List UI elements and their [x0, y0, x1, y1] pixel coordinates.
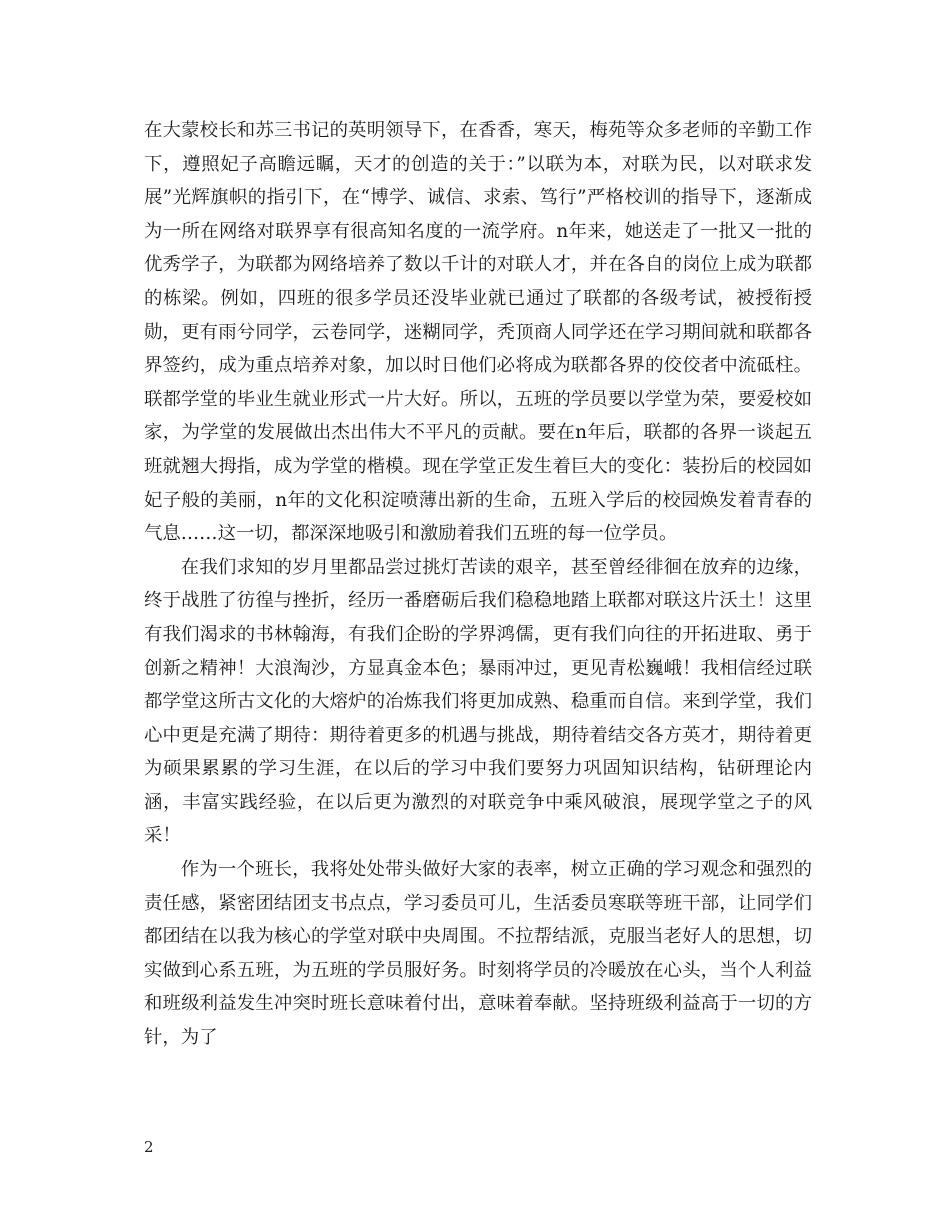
- paragraph-1: 在大蒙校长和苏三书记的英明领导下，在香香，寒天，梅苑等众多老师的辛勤工作下，遵照妃子高瞻远瞩，天才的创造的关于：”以联为本，对联为民，以对联求发展”光辉旗帜的指引下，在“博学、诚信、求索、笃行”严格校训的指导下，逐渐成为一所在网络对联界享有很高知名度的一流学府。n年来，她送走了一批又一批的优秀学子，为联都为网络培养了数以千计的对联人才，并在各自的岗位上成为联都的栋梁。例如，四班的很多学员还没毕业就已通过了联都的各级考试，被授衔授勋，更有雨兮同学，云卷同学，迷糊同学，秃顶商人同学还在学习期间就和联都各界签约，成为重点培养对象，加以时日他们必将成为联都各界的佼佼者中流砥柱。联都学堂的毕业生就业形式一片大好。所以，五班的学员要以学堂为荣，要爱校如家，为学堂的发展做出杰出伟大不平凡的贡献。要在n年后，联都的各界一谈起五班就翘大拇指，成为学堂的楷模。现在学堂正发生着巨大的变化：装扮后的校园如妃子般的美丽，n年的文化积淀喷薄出新的生命，五班入学后的校园焕发着青春的气息……这一切，都深深地吸引和激励着我们五班的每一位学员。: [144, 120, 812, 545]
- page-number: 2: [144, 1138, 154, 1156]
- paragraph-2: 在我们求知的岁月里都品尝过挑灯苦读的艰辛，甚至曾经徘徊在放弃的边缘，终于战胜了彷徨与挫折，经历一番磨砺后我们稳稳地踏上联都对联这片沃土！这里有我们渴求的书林翰海，有我们企盼的学界鸿儒，更有我们向往的开拓进取、勇于创新之精神！大浪淘沙，方显真金本色；暴雨冲过，更见青松巍峨！我相信经过联都学堂这所古文化的大熔炉的冶炼我们将更加成熟、稳重而自信。来到学堂，我们心中更是充满了期待：期待着更多的机遇与挑战，期待着结交各方英才，期待着更为硕果累累的学习生涯，在以后的学习中我们要努力巩固知识结构，钻研理论内涵，丰富实践经验，在以后更为激烈的对联竞争中乘风破浪，展现学堂之子的风采！: [144, 556, 812, 847]
- body-text: [144, 114, 812, 1055]
- paragraph-3: 作为一个班长，我将处处带头做好大家的表率，树立正确的学习观念和强烈的责任感，紧密团结团支书点点，学习委员可儿，生活委员寒联等班干部，让同学们都团结在以我为核心的学堂对联中央周围。不拉帮结派，克服当老好人的思想，切实做到心系五班，为五班的学员服好务。时刻将学员的冷暖放在心头，当个人利益和班级利益发生冲突时班长意味着付出，意味着奉献。坚持班级利益高于一切的方针，为了: [144, 859, 812, 1049]
